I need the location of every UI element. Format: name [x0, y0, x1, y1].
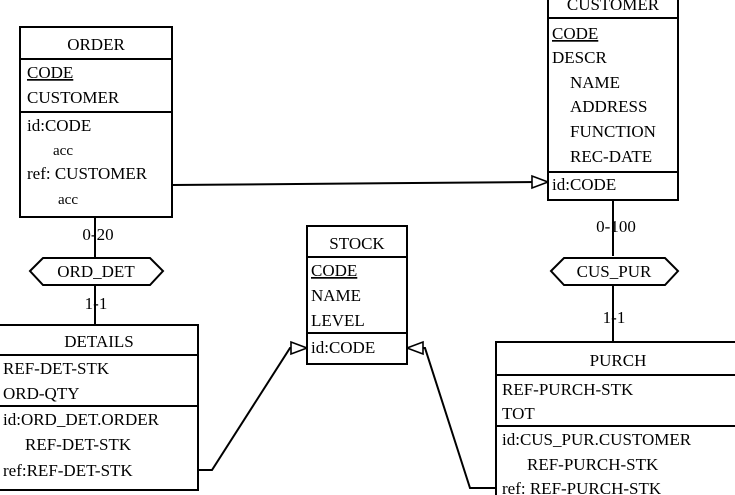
entity-stock-attr: CODE	[311, 261, 358, 280]
entity-details-title: DETAILS	[64, 332, 134, 351]
entity-details[interactable]	[0, 325, 198, 490]
purch-stock-ref-line	[415, 348, 496, 488]
entity-details-key: id:ORD_DET.ORDER	[3, 410, 159, 429]
cardinality-label: 1-1	[84, 294, 108, 313]
order-customer-ref-line	[172, 182, 540, 185]
entity-purch-attr: TOT	[502, 404, 535, 423]
entity-details-key: ref:REF-DET-STK	[3, 461, 133, 480]
relationship-ord-det[interactable]	[30, 225, 163, 313]
entity-customer-attr: CODE	[552, 24, 599, 43]
entity-stock-attr: NAME	[311, 286, 362, 305]
cardinality-label: 0-100	[596, 217, 636, 236]
entity-purch-title: PURCH	[589, 351, 647, 370]
entity-purch-key: id:CUS_PUR.CUSTOMER	[502, 430, 692, 449]
entity-order-title: ORDER	[67, 35, 125, 54]
entity-customer-attr: REC-DATE	[570, 147, 653, 166]
cardinality-label: 1-1	[602, 308, 626, 327]
entity-order-key: id:CODE	[27, 116, 92, 135]
entity-customer-title: CUSTOMER	[566, 0, 660, 14]
relationship-ord-det-label: ORD_DET	[57, 262, 135, 281]
entity-order[interactable]	[20, 27, 172, 217]
relationship-cus-pur[interactable]	[551, 217, 678, 327]
entity-stock-title: STOCK	[329, 234, 385, 253]
entity-details-attr: ORD-QTY	[3, 384, 80, 403]
order-customer-arrowhead	[532, 176, 548, 188]
entity-purch[interactable]	[496, 342, 735, 495]
entity-customer-key: id:CODE	[552, 175, 617, 194]
entity-stock-attr: LEVEL	[311, 311, 365, 330]
entity-order-key: acc	[53, 143, 73, 159]
cardinality-label: 0-20	[82, 225, 114, 244]
entity-details-key: REF-DET-STK	[25, 435, 132, 454]
entity-order-key: ref: CUSTOMER	[27, 164, 148, 183]
details-stock-arrowhead	[291, 342, 307, 354]
relationship-cus-pur-label: CUS_PUR	[576, 262, 652, 281]
entity-stock[interactable]	[307, 226, 407, 364]
entity-purch-attr: REF-PURCH-STK	[502, 380, 634, 399]
entity-purch-key: REF-PURCH-STK	[527, 455, 659, 474]
entity-order-key: acc	[58, 192, 78, 208]
entity-customer-attr: FUNCTION	[570, 122, 656, 141]
entity-customer-attr: NAME	[570, 73, 621, 92]
entity-details-attr: REF-DET-STK	[3, 359, 110, 378]
entity-order-attr: CUSTOMER	[27, 88, 120, 107]
entity-stock-key: id:CODE	[311, 338, 376, 357]
entity-purch-key: ref: REF-PURCH-STK	[502, 479, 662, 495]
details-stock-ref-line	[198, 348, 300, 470]
entity-order-attr: CODE	[27, 63, 74, 82]
entity-customer-attr: ADDRESS	[570, 97, 648, 116]
entity-customer-attr: DESCR	[552, 48, 607, 67]
entity-customer[interactable]	[548, 0, 678, 200]
purch-stock-arrowhead	[407, 342, 423, 354]
